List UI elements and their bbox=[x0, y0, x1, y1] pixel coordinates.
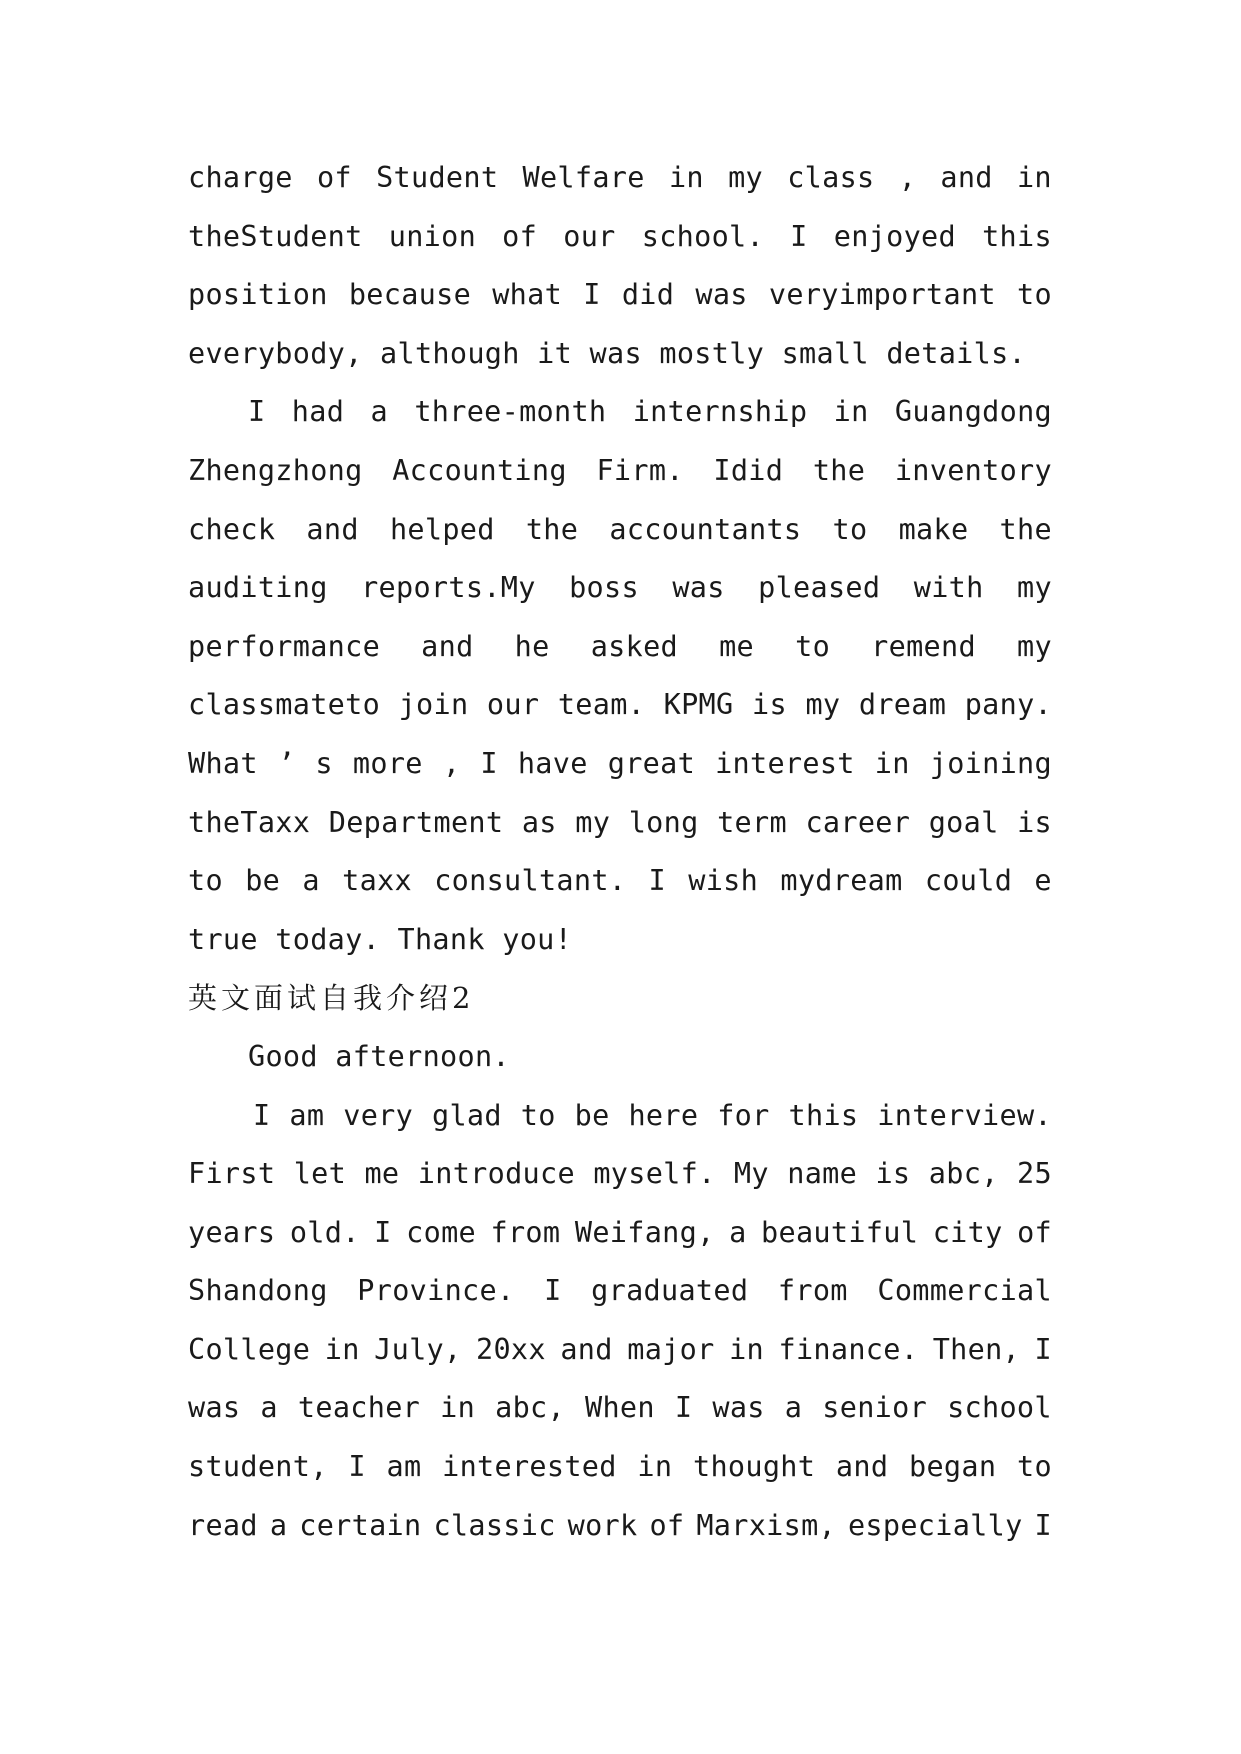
word: school. bbox=[641, 219, 764, 253]
text-line bbox=[188, 685, 1052, 744]
word: is bbox=[1017, 805, 1052, 839]
text-line bbox=[188, 1213, 1052, 1272]
word: he bbox=[514, 629, 550, 663]
word: Welfare bbox=[522, 161, 645, 194]
word: veryimportant bbox=[768, 278, 996, 312]
line-text: true today. Thank you! bbox=[188, 922, 573, 956]
word: and bbox=[421, 629, 474, 663]
word: I bbox=[583, 278, 601, 312]
word: team. bbox=[557, 688, 646, 722]
word: city bbox=[932, 1215, 1003, 1249]
word: school bbox=[947, 1391, 1052, 1425]
word: What bbox=[188, 746, 258, 780]
word: in bbox=[833, 395, 869, 429]
word: name bbox=[787, 1157, 858, 1191]
word: did bbox=[621, 278, 675, 312]
word: I bbox=[348, 1450, 366, 1484]
word: my bbox=[1017, 629, 1052, 663]
word: I bbox=[480, 746, 498, 780]
word: classic bbox=[433, 1508, 556, 1542]
word: abc, bbox=[928, 1157, 999, 1191]
section-heading bbox=[188, 978, 1052, 1037]
word: I bbox=[544, 1274, 562, 1308]
line-text: everybody, although it was mostly small details. bbox=[188, 336, 1027, 370]
word: theTaxx bbox=[188, 805, 311, 839]
word: mydream bbox=[780, 864, 903, 898]
word: beautiful bbox=[761, 1215, 919, 1249]
word: this bbox=[982, 219, 1052, 253]
word: was bbox=[188, 1391, 241, 1425]
word: , bbox=[898, 161, 917, 194]
word: had bbox=[291, 395, 345, 429]
word: was bbox=[712, 1391, 765, 1425]
word: I bbox=[253, 1098, 271, 1132]
word: union bbox=[388, 219, 477, 253]
word: am bbox=[386, 1450, 422, 1484]
word: I bbox=[648, 864, 666, 898]
word: to bbox=[1017, 278, 1052, 312]
word: is bbox=[875, 1157, 911, 1191]
word: let bbox=[293, 1157, 347, 1191]
word: from bbox=[777, 1274, 848, 1308]
word: a bbox=[269, 1508, 288, 1542]
word: Marxism, bbox=[696, 1508, 836, 1542]
word: of bbox=[316, 161, 352, 194]
word: could bbox=[924, 864, 1013, 898]
word: and bbox=[940, 161, 993, 194]
word: abc, bbox=[495, 1391, 565, 1425]
word: a bbox=[784, 1391, 803, 1425]
word: to bbox=[1016, 1450, 1052, 1484]
word: glad bbox=[432, 1098, 502, 1132]
text-line bbox=[188, 803, 1052, 862]
word: the bbox=[999, 512, 1052, 546]
word: consultant. bbox=[434, 864, 627, 898]
text-line bbox=[188, 861, 1052, 920]
text-line bbox=[188, 392, 1052, 451]
word: was bbox=[672, 571, 725, 605]
word: in bbox=[1016, 161, 1052, 194]
word: performance bbox=[188, 629, 381, 663]
word: very bbox=[343, 1098, 414, 1132]
word: July, bbox=[374, 1332, 462, 1366]
text-line bbox=[188, 920, 1052, 979]
word: introduce bbox=[417, 1157, 575, 1191]
word: in bbox=[324, 1332, 360, 1366]
word: this bbox=[788, 1098, 859, 1132]
word: enjoyed bbox=[833, 219, 956, 253]
word: taxx bbox=[342, 864, 412, 898]
word: began bbox=[909, 1450, 997, 1484]
word: 25 bbox=[1017, 1157, 1052, 1191]
word: for bbox=[717, 1098, 770, 1132]
word: Zhengzhong bbox=[188, 453, 363, 487]
word: When bbox=[585, 1391, 655, 1425]
word: term bbox=[717, 805, 787, 839]
text-line bbox=[188, 275, 1052, 334]
word: years bbox=[188, 1215, 276, 1249]
word: am bbox=[289, 1098, 325, 1132]
text-line bbox=[188, 1330, 1052, 1389]
word: remend bbox=[871, 629, 976, 663]
word: a bbox=[729, 1215, 747, 1249]
word: especially bbox=[847, 1508, 1023, 1542]
word: and bbox=[560, 1332, 613, 1366]
word: s bbox=[315, 746, 333, 780]
word: to bbox=[520, 1098, 556, 1132]
word: check bbox=[188, 512, 276, 546]
word: e bbox=[1034, 864, 1052, 898]
word: join bbox=[398, 688, 469, 722]
word: interested bbox=[442, 1450, 617, 1484]
line-text: Good afternoon. bbox=[248, 1039, 510, 1073]
word: asked bbox=[590, 629, 678, 663]
word: major bbox=[627, 1332, 715, 1366]
word: goal bbox=[928, 805, 999, 839]
word: finance. bbox=[778, 1332, 919, 1366]
word: Province. bbox=[357, 1274, 515, 1308]
text-line bbox=[188, 1388, 1052, 1447]
word: Then, bbox=[932, 1332, 1020, 1366]
word: joining bbox=[929, 746, 1052, 780]
word: dream bbox=[858, 688, 947, 722]
word: , bbox=[442, 746, 461, 780]
word: I bbox=[1034, 1508, 1052, 1542]
word: in bbox=[874, 746, 910, 780]
text-line bbox=[188, 451, 1052, 510]
word: Guangdong bbox=[894, 395, 1052, 429]
word: make bbox=[898, 512, 969, 546]
word: Department bbox=[328, 805, 504, 839]
word: ’ bbox=[277, 746, 296, 780]
word: my bbox=[1017, 571, 1052, 605]
word: from bbox=[490, 1215, 561, 1249]
word: I bbox=[1034, 1332, 1052, 1366]
word: I bbox=[790, 219, 808, 253]
word: senior bbox=[822, 1391, 928, 1425]
word: three-month bbox=[414, 395, 607, 429]
word: me bbox=[719, 629, 755, 663]
word: of bbox=[502, 219, 538, 253]
word: in bbox=[729, 1332, 764, 1366]
word: Firm. bbox=[596, 453, 684, 487]
word: wish bbox=[688, 864, 759, 898]
word: 20xx bbox=[475, 1332, 546, 1366]
word: a bbox=[370, 395, 388, 429]
word: boss bbox=[569, 571, 639, 605]
word: thought bbox=[693, 1450, 816, 1484]
word: I bbox=[374, 1215, 392, 1249]
text-line bbox=[188, 568, 1052, 627]
word: and bbox=[835, 1450, 889, 1484]
word: me bbox=[364, 1157, 400, 1191]
text-line bbox=[188, 1447, 1052, 1506]
word: College bbox=[188, 1332, 311, 1366]
word: have bbox=[517, 746, 588, 780]
word: internship bbox=[632, 395, 808, 429]
word: myself. bbox=[593, 1157, 716, 1191]
word: be bbox=[245, 864, 281, 898]
word: I bbox=[248, 395, 266, 429]
word: a bbox=[260, 1391, 278, 1425]
word: classmateto bbox=[188, 688, 381, 722]
word: as bbox=[521, 805, 557, 839]
word: Accounting bbox=[392, 453, 567, 487]
word: here bbox=[628, 1098, 699, 1132]
word: position bbox=[188, 278, 328, 312]
word: more bbox=[352, 746, 423, 780]
word: great bbox=[607, 746, 696, 780]
text-line bbox=[188, 744, 1052, 803]
word: our bbox=[563, 219, 616, 253]
word: teacher bbox=[297, 1391, 421, 1425]
word: my bbox=[575, 805, 611, 839]
word: to bbox=[188, 864, 223, 898]
word: come bbox=[406, 1215, 476, 1249]
word: old. bbox=[289, 1215, 360, 1249]
word: our bbox=[486, 688, 540, 722]
word: read bbox=[188, 1508, 258, 1542]
word: pleased bbox=[758, 571, 881, 605]
text-line bbox=[188, 1271, 1052, 1330]
word: Shandong bbox=[188, 1274, 328, 1308]
document-body bbox=[188, 158, 1052, 1564]
text-line bbox=[188, 1096, 1052, 1155]
word: what bbox=[492, 278, 563, 312]
word: KPMG bbox=[663, 688, 734, 722]
word: my bbox=[805, 688, 841, 722]
word: class bbox=[787, 161, 875, 194]
text-line bbox=[188, 1154, 1052, 1213]
word: charge bbox=[188, 161, 293, 194]
word: Student bbox=[376, 161, 499, 194]
word: pany. bbox=[964, 688, 1052, 722]
word: of bbox=[649, 1508, 685, 1542]
text-line bbox=[188, 1506, 1052, 1565]
word: First bbox=[188, 1157, 276, 1191]
word: my bbox=[728, 161, 763, 194]
text-line bbox=[188, 217, 1052, 276]
word: long bbox=[628, 805, 699, 839]
word: with bbox=[913, 571, 984, 605]
text-line bbox=[188, 158, 1052, 217]
word: Idid bbox=[713, 453, 784, 487]
word: in bbox=[440, 1391, 476, 1425]
word: career bbox=[805, 805, 911, 839]
word: auditing bbox=[188, 571, 328, 605]
word: a bbox=[302, 864, 320, 898]
word: certain bbox=[299, 1508, 422, 1542]
word: My bbox=[733, 1157, 769, 1191]
word: the bbox=[525, 512, 579, 546]
word: Commercial bbox=[877, 1274, 1052, 1308]
word: to bbox=[795, 629, 831, 663]
word: graduated bbox=[591, 1274, 749, 1308]
word: because bbox=[348, 278, 472, 312]
word: in bbox=[637, 1450, 673, 1484]
heading-text: 英文面试自我介绍2 bbox=[188, 981, 475, 1016]
word: is bbox=[752, 688, 787, 722]
word: to bbox=[832, 512, 868, 546]
word: helped bbox=[389, 512, 495, 546]
word: theStudent bbox=[188, 219, 363, 253]
word: work bbox=[567, 1508, 638, 1542]
word: was bbox=[695, 278, 748, 312]
word: the bbox=[812, 453, 866, 487]
text-line bbox=[188, 510, 1052, 569]
word: and bbox=[306, 512, 359, 546]
word: reports.My bbox=[361, 571, 536, 605]
text-line bbox=[188, 627, 1052, 686]
word: in bbox=[668, 161, 704, 194]
word: I bbox=[674, 1391, 693, 1425]
word: accountants bbox=[609, 512, 802, 546]
text-line bbox=[188, 334, 1052, 393]
text-line bbox=[188, 1037, 1052, 1096]
word: of bbox=[1017, 1215, 1052, 1249]
word: Weifang, bbox=[574, 1215, 715, 1249]
word: inventory bbox=[894, 453, 1052, 487]
word: be bbox=[574, 1098, 610, 1132]
word: student, bbox=[188, 1450, 328, 1484]
word: interview. bbox=[877, 1098, 1052, 1132]
word: interest bbox=[715, 746, 855, 780]
